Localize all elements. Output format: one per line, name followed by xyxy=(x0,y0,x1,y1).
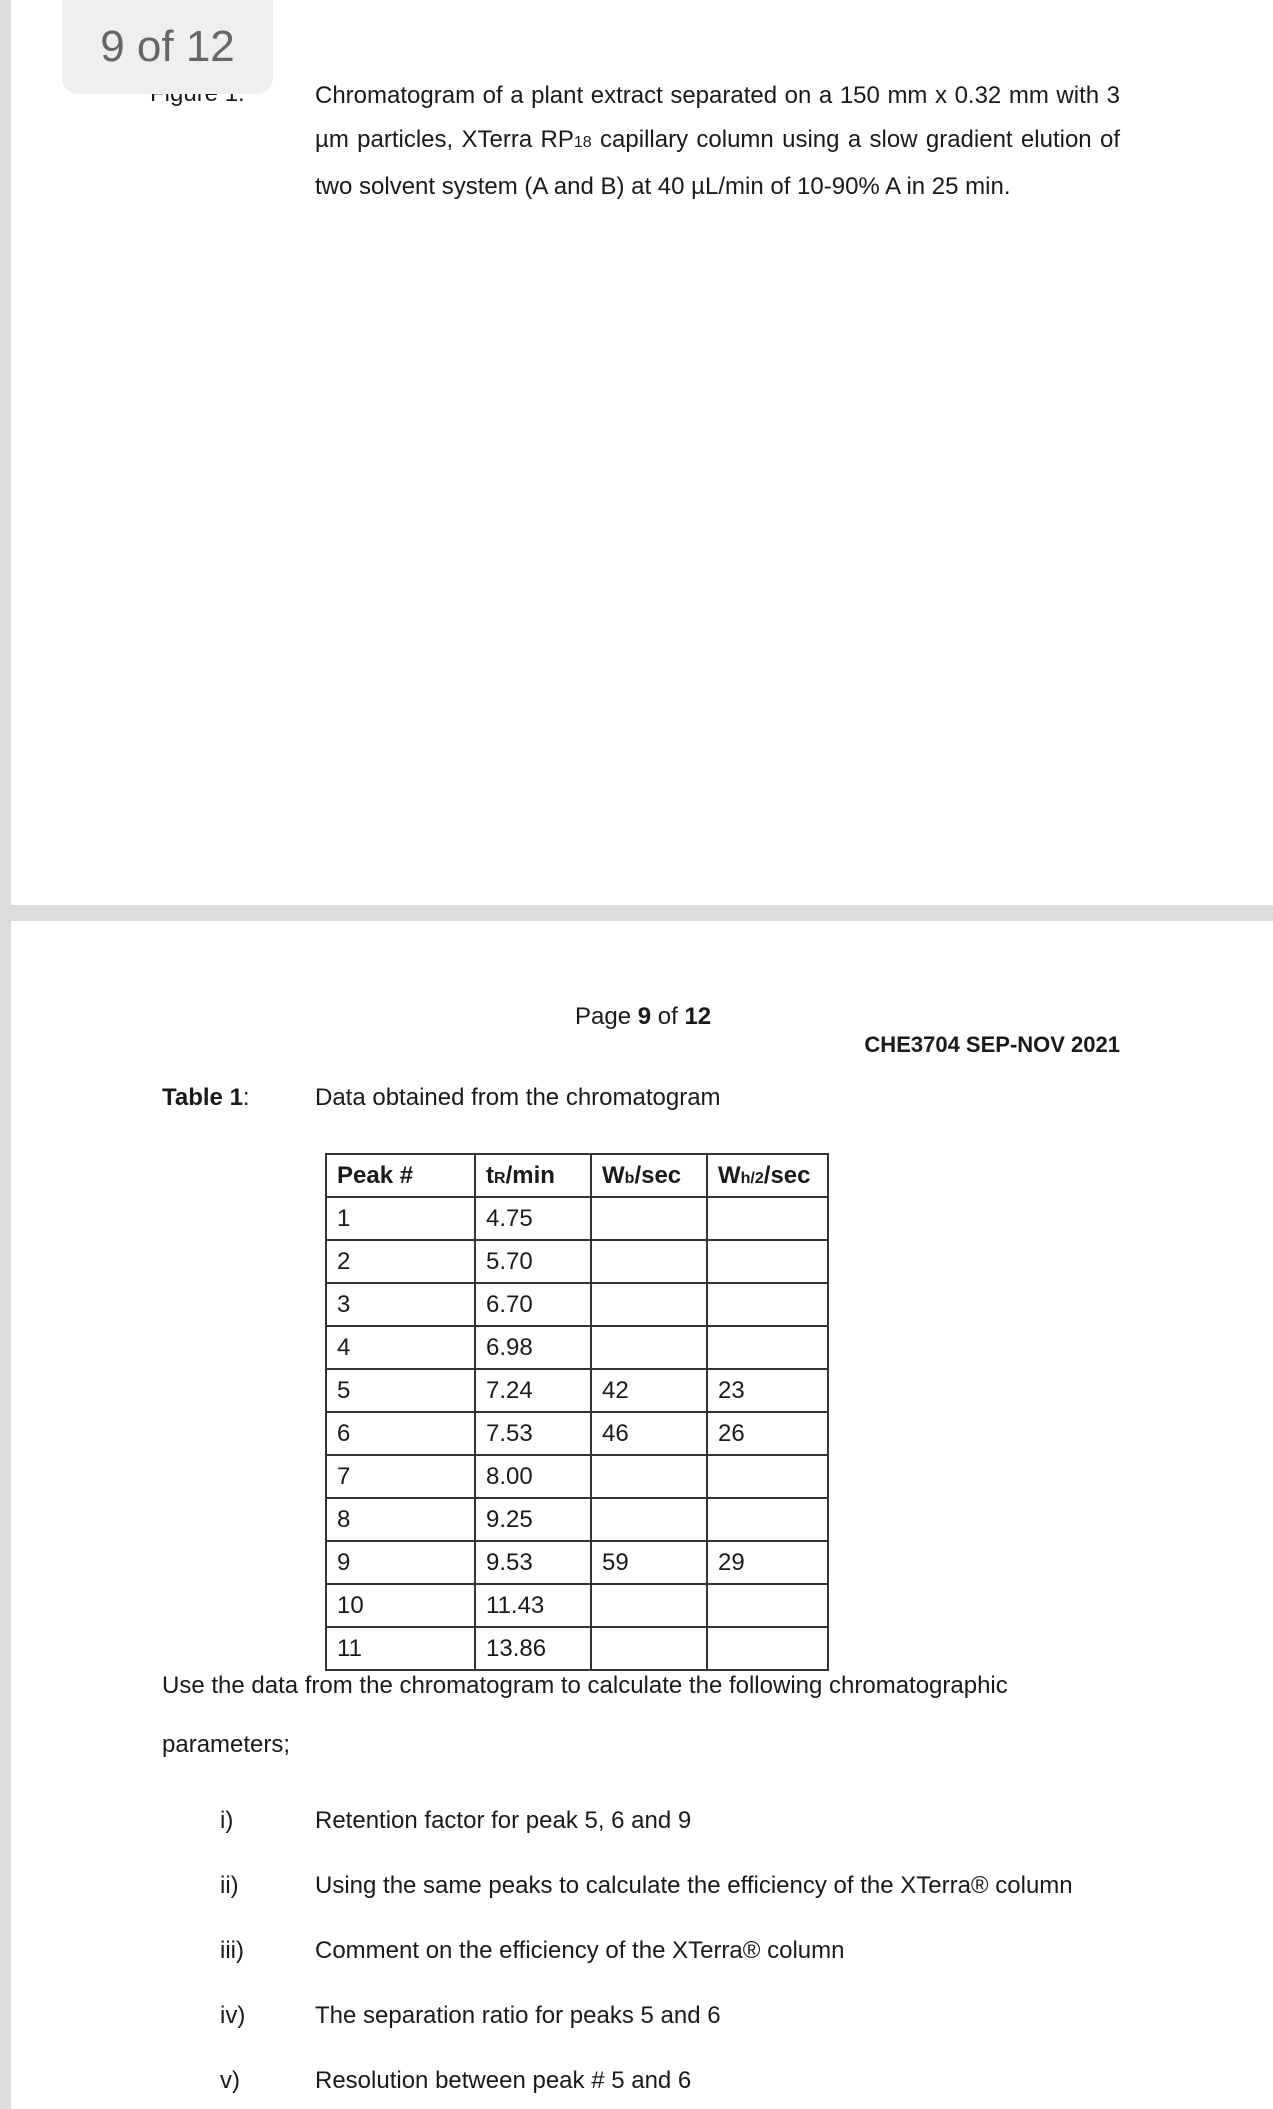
table-caption: Data obtained from the chromatogram xyxy=(315,1084,721,1111)
table-row xyxy=(326,1326,828,1369)
table-row xyxy=(326,1455,828,1498)
cell-peak: 3 xyxy=(326,1283,475,1326)
cell-tr: 6.70 xyxy=(475,1283,591,1326)
header-retention-time: tR/min xyxy=(475,1154,591,1197)
header-half-height-width: Wh/2/sec xyxy=(707,1154,828,1197)
table-row xyxy=(326,1541,828,1584)
cell-peak: 9 xyxy=(326,1541,475,1584)
cell-wb xyxy=(591,1283,707,1326)
header-peak: Peak # xyxy=(326,1154,475,1197)
cell-wb: 42 xyxy=(591,1369,707,1412)
instruction-line-1: Use the data from the chromatogram to calculate the following chromatographic xyxy=(162,1672,1008,1699)
question-text: Retention factor for peak 5, 6 and 9 xyxy=(315,1807,692,1834)
question-number: iv) xyxy=(220,2002,246,2029)
cell-wb xyxy=(591,1584,707,1627)
cell-wh: 29 xyxy=(707,1541,828,1584)
cell-tr: 7.24 xyxy=(475,1369,591,1412)
cell-tr: 11.43 xyxy=(475,1584,591,1627)
cell-tr: 6.98 xyxy=(475,1326,591,1369)
cell-wh: 26 xyxy=(707,1412,828,1455)
cell-peak: 2 xyxy=(326,1240,475,1283)
chromatogram-data-table xyxy=(325,1153,829,1671)
cell-wb xyxy=(591,1627,707,1670)
course-code-header: CHE3704 SEP-NOV 2021 xyxy=(864,1032,1120,1057)
table-row xyxy=(326,1498,828,1541)
question-text: Resolution between peak # 5 and 6 xyxy=(315,2067,692,2094)
cell-wh xyxy=(707,1455,828,1498)
table-label: Table 1: xyxy=(162,1084,250,1111)
instruction-line-2: parameters; xyxy=(162,1731,291,1758)
table-row xyxy=(326,1197,828,1240)
cell-wb xyxy=(591,1197,707,1240)
page-number-header: Page 9 of 12 xyxy=(575,1003,712,1030)
cell-peak: 8 xyxy=(326,1498,475,1541)
cell-peak: 7 xyxy=(326,1455,475,1498)
cell-tr: 9.53 xyxy=(475,1541,591,1584)
cell-wh xyxy=(707,1627,828,1670)
question-number: v) xyxy=(220,2067,240,2094)
figure-caption: Chromatogram of a plant extract separated on a 150 mm x 0.32 mm with 3 µm particles, XTerra RP18 capillary column using a slow gradient elution of two solvent system (A and B) at 40 µL/min of 10-90% A in 25 min. xyxy=(315,82,1121,200)
cell-tr: 8.00 xyxy=(475,1455,591,1498)
cell-wb xyxy=(591,1455,707,1498)
cell-wh xyxy=(707,1240,828,1283)
cell-peak: 6 xyxy=(326,1412,475,1455)
header-base-width: Wb/sec xyxy=(591,1154,707,1197)
cell-peak: 1 xyxy=(326,1197,475,1240)
cell-tr: 7.53 xyxy=(475,1412,591,1455)
cell-tr: 4.75 xyxy=(475,1197,591,1240)
table-row xyxy=(326,1240,828,1283)
table-row xyxy=(326,1627,828,1670)
cell-wh xyxy=(707,1326,828,1369)
cell-wh xyxy=(707,1584,828,1627)
page-counter-badge: 9 of 12 xyxy=(62,0,273,94)
cell-wh xyxy=(707,1283,828,1326)
question-number: i) xyxy=(220,1807,234,1834)
cell-wh: 23 xyxy=(707,1369,828,1412)
cell-peak: 10 xyxy=(326,1584,475,1627)
cell-tr: 5.70 xyxy=(475,1240,591,1283)
table-row xyxy=(326,1584,828,1627)
table-row xyxy=(326,1412,828,1455)
cell-wh xyxy=(707,1197,828,1240)
question-number: iii) xyxy=(220,1937,244,1964)
cell-wb: 59 xyxy=(591,1541,707,1584)
table-header-row xyxy=(326,1154,828,1197)
cell-wb xyxy=(591,1240,707,1283)
cell-peak: 4 xyxy=(326,1326,475,1369)
cell-wb xyxy=(591,1326,707,1369)
question-number: ii) xyxy=(220,1872,239,1899)
cell-peak: 11 xyxy=(326,1627,475,1670)
question-text: The separation ratio for peaks 5 and 6 xyxy=(315,2002,721,2029)
question-text: Using the same peaks to calculate the efficiency of the XTerra® column xyxy=(315,1872,1073,1899)
table-row xyxy=(326,1369,828,1412)
cell-peak: 5 xyxy=(326,1369,475,1412)
cell-wb xyxy=(591,1498,707,1541)
question-text: Comment on the efficiency of the XTerra® column xyxy=(315,1937,845,1964)
cell-tr: 13.86 xyxy=(475,1627,591,1670)
table-row xyxy=(326,1283,828,1326)
cell-tr: 9.25 xyxy=(475,1498,591,1541)
cell-wh xyxy=(707,1498,828,1541)
cell-wb: 46 xyxy=(591,1412,707,1455)
